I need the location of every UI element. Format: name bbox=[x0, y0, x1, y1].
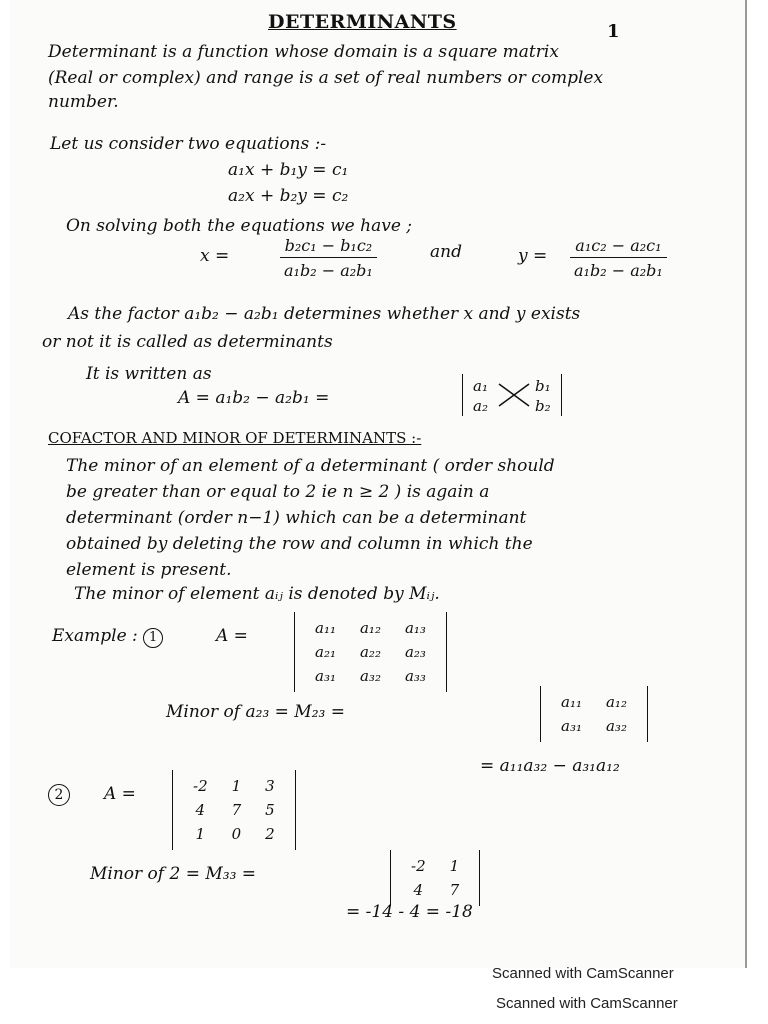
y-label: y = bbox=[518, 246, 548, 266]
scanner-watermark-2: Scanned with CamScanner bbox=[496, 995, 678, 1012]
cofactor-heading: COFACTOR AND MINOR OF DETERMINANTS :- bbox=[48, 429, 422, 447]
matrix-row bbox=[303, 640, 438, 664]
written-as: It is written as bbox=[86, 364, 212, 384]
equation-2: a₂x + b₂y = c₂ bbox=[228, 186, 349, 206]
example-2-result: = -14 - 4 = -18 bbox=[346, 902, 473, 922]
matrix-row bbox=[549, 690, 639, 714]
matrix-cell: 3 bbox=[265, 777, 275, 795]
page-title: DETERMINANTS bbox=[268, 11, 457, 33]
matrix-cell: 1 bbox=[195, 825, 206, 843]
cofactor-line-2: be greater than or equal to 2 ie n ≥ 2 ) is again a bbox=[66, 482, 490, 502]
matrix-row bbox=[303, 616, 438, 640]
example-label: Example : bbox=[52, 626, 138, 646]
matrix-cell: a₃₁ bbox=[315, 667, 336, 685]
matrix-cell: -2 bbox=[193, 777, 208, 795]
matrix-cell: 2 bbox=[265, 825, 275, 843]
example-1-minor-matrix bbox=[540, 686, 648, 742]
matrix-cell: 0 bbox=[231, 825, 242, 843]
matrix-cell: a₁₂ bbox=[359, 619, 381, 637]
x-numerator: b₂c₁ − b₁c₂ bbox=[280, 236, 377, 258]
matrix-cell: a₁₁ bbox=[315, 619, 336, 637]
matrix-cell: 7 bbox=[449, 881, 460, 899]
cell-a1: a₁ bbox=[473, 377, 488, 395]
cell-a2: a₂ bbox=[473, 397, 488, 415]
example-1-number: 1 bbox=[143, 628, 163, 648]
and-word: and bbox=[430, 242, 462, 262]
scanner-watermark-1: Scanned with CamScanner bbox=[492, 965, 674, 982]
solving-line: On solving both the equations we have ; bbox=[66, 216, 413, 236]
equations-intro: Let us consider two equations :- bbox=[50, 134, 327, 154]
matrix-cell: a₁₂ bbox=[605, 693, 627, 711]
y-denominator: a₁b₂ − a₂b₁ bbox=[574, 261, 663, 280]
matrix-cell: 7 bbox=[231, 801, 242, 819]
example-2-minor-label: Minor of 2 = M₃₃ = bbox=[90, 864, 257, 884]
matrix-row bbox=[399, 878, 471, 902]
matrix-cell: a₃₂ bbox=[359, 667, 381, 685]
example-1-result: = a₁₁a₃₂ − a₃₁a₁₂ bbox=[480, 756, 620, 776]
example-2-number: 2 bbox=[48, 784, 70, 806]
matrix-row bbox=[181, 822, 287, 846]
cross-multiply-icon bbox=[497, 380, 531, 410]
matrix-row bbox=[303, 664, 438, 688]
y-fraction bbox=[570, 236, 667, 280]
cell-b1: b₁ bbox=[535, 377, 551, 395]
x-label: x = bbox=[200, 246, 230, 266]
x-denominator: a₁b₂ − a₂b₁ bbox=[284, 261, 373, 280]
matrix-row bbox=[399, 854, 471, 878]
determinant-2x2 bbox=[462, 374, 562, 416]
minor-notation: The minor of element aᵢⱼ is denoted by Mᵢⱼ. bbox=[74, 584, 440, 604]
matrix-cell: a₁₁ bbox=[561, 693, 582, 711]
matrix-row bbox=[181, 774, 287, 798]
matrix-cell: a₃₂ bbox=[605, 717, 627, 735]
matrix-cell: 1 bbox=[449, 857, 460, 875]
matrix-cell: a₂₂ bbox=[359, 643, 381, 661]
determinant-expression: A = a₁b₂ − a₂b₁ = bbox=[178, 388, 330, 408]
cofactor-line-1: The minor of an element of a determinant ( order should bbox=[66, 456, 555, 476]
matrix-cell: 4 bbox=[195, 801, 206, 819]
matrix-row bbox=[181, 798, 287, 822]
page-number: 1 bbox=[607, 21, 620, 42]
cofactor-line-3: determinant (order n−1) which can be a determinant bbox=[66, 508, 527, 528]
matrix-cell: a₂₃ bbox=[404, 643, 426, 661]
intro-line-2: (Real or complex) and range is a set of real numbers or complex bbox=[48, 68, 604, 88]
notebook-page bbox=[10, 0, 747, 968]
example-1-lhs: A = bbox=[216, 626, 248, 646]
matrix-cell: a₁₃ bbox=[404, 619, 426, 637]
cell-b2: b₂ bbox=[535, 397, 551, 415]
y-numerator: a₁c₂ − a₂c₁ bbox=[570, 236, 667, 258]
example-2-matrix bbox=[172, 770, 296, 850]
matrix-cell: -2 bbox=[411, 857, 426, 875]
cofactor-line-4: obtained by deleting the row and column in which the bbox=[66, 534, 533, 554]
example-2-minor-matrix bbox=[390, 850, 480, 906]
intro-line-3: number. bbox=[48, 92, 119, 112]
cofactor-line-5: element is present. bbox=[66, 560, 232, 580]
matrix-cell: a₃₃ bbox=[404, 667, 426, 685]
matrix-cell: 5 bbox=[265, 801, 275, 819]
matrix-cell: a₂₁ bbox=[315, 643, 336, 661]
factor-line-2: or not it is called as determinants bbox=[42, 332, 333, 352]
intro-line-1: Determinant is a function whose domain is a square matrix bbox=[48, 42, 559, 62]
example-2-lhs: A = bbox=[104, 784, 136, 804]
example-1-label bbox=[52, 626, 163, 648]
example-1-matrix bbox=[294, 612, 447, 692]
matrix-cell: 1 bbox=[231, 777, 242, 795]
matrix-cell: 4 bbox=[413, 881, 424, 899]
matrix-row bbox=[549, 714, 639, 738]
factor-line-1: As the factor a₁b₂ − a₂b₁ determines whether x and y exists bbox=[68, 304, 581, 324]
matrix-cell: a₃₁ bbox=[561, 717, 582, 735]
example-1-minor-label: Minor of a₂₃ = M₂₃ = bbox=[166, 702, 345, 722]
x-fraction bbox=[280, 236, 377, 280]
equation-1: a₁x + b₁y = c₁ bbox=[228, 160, 349, 180]
